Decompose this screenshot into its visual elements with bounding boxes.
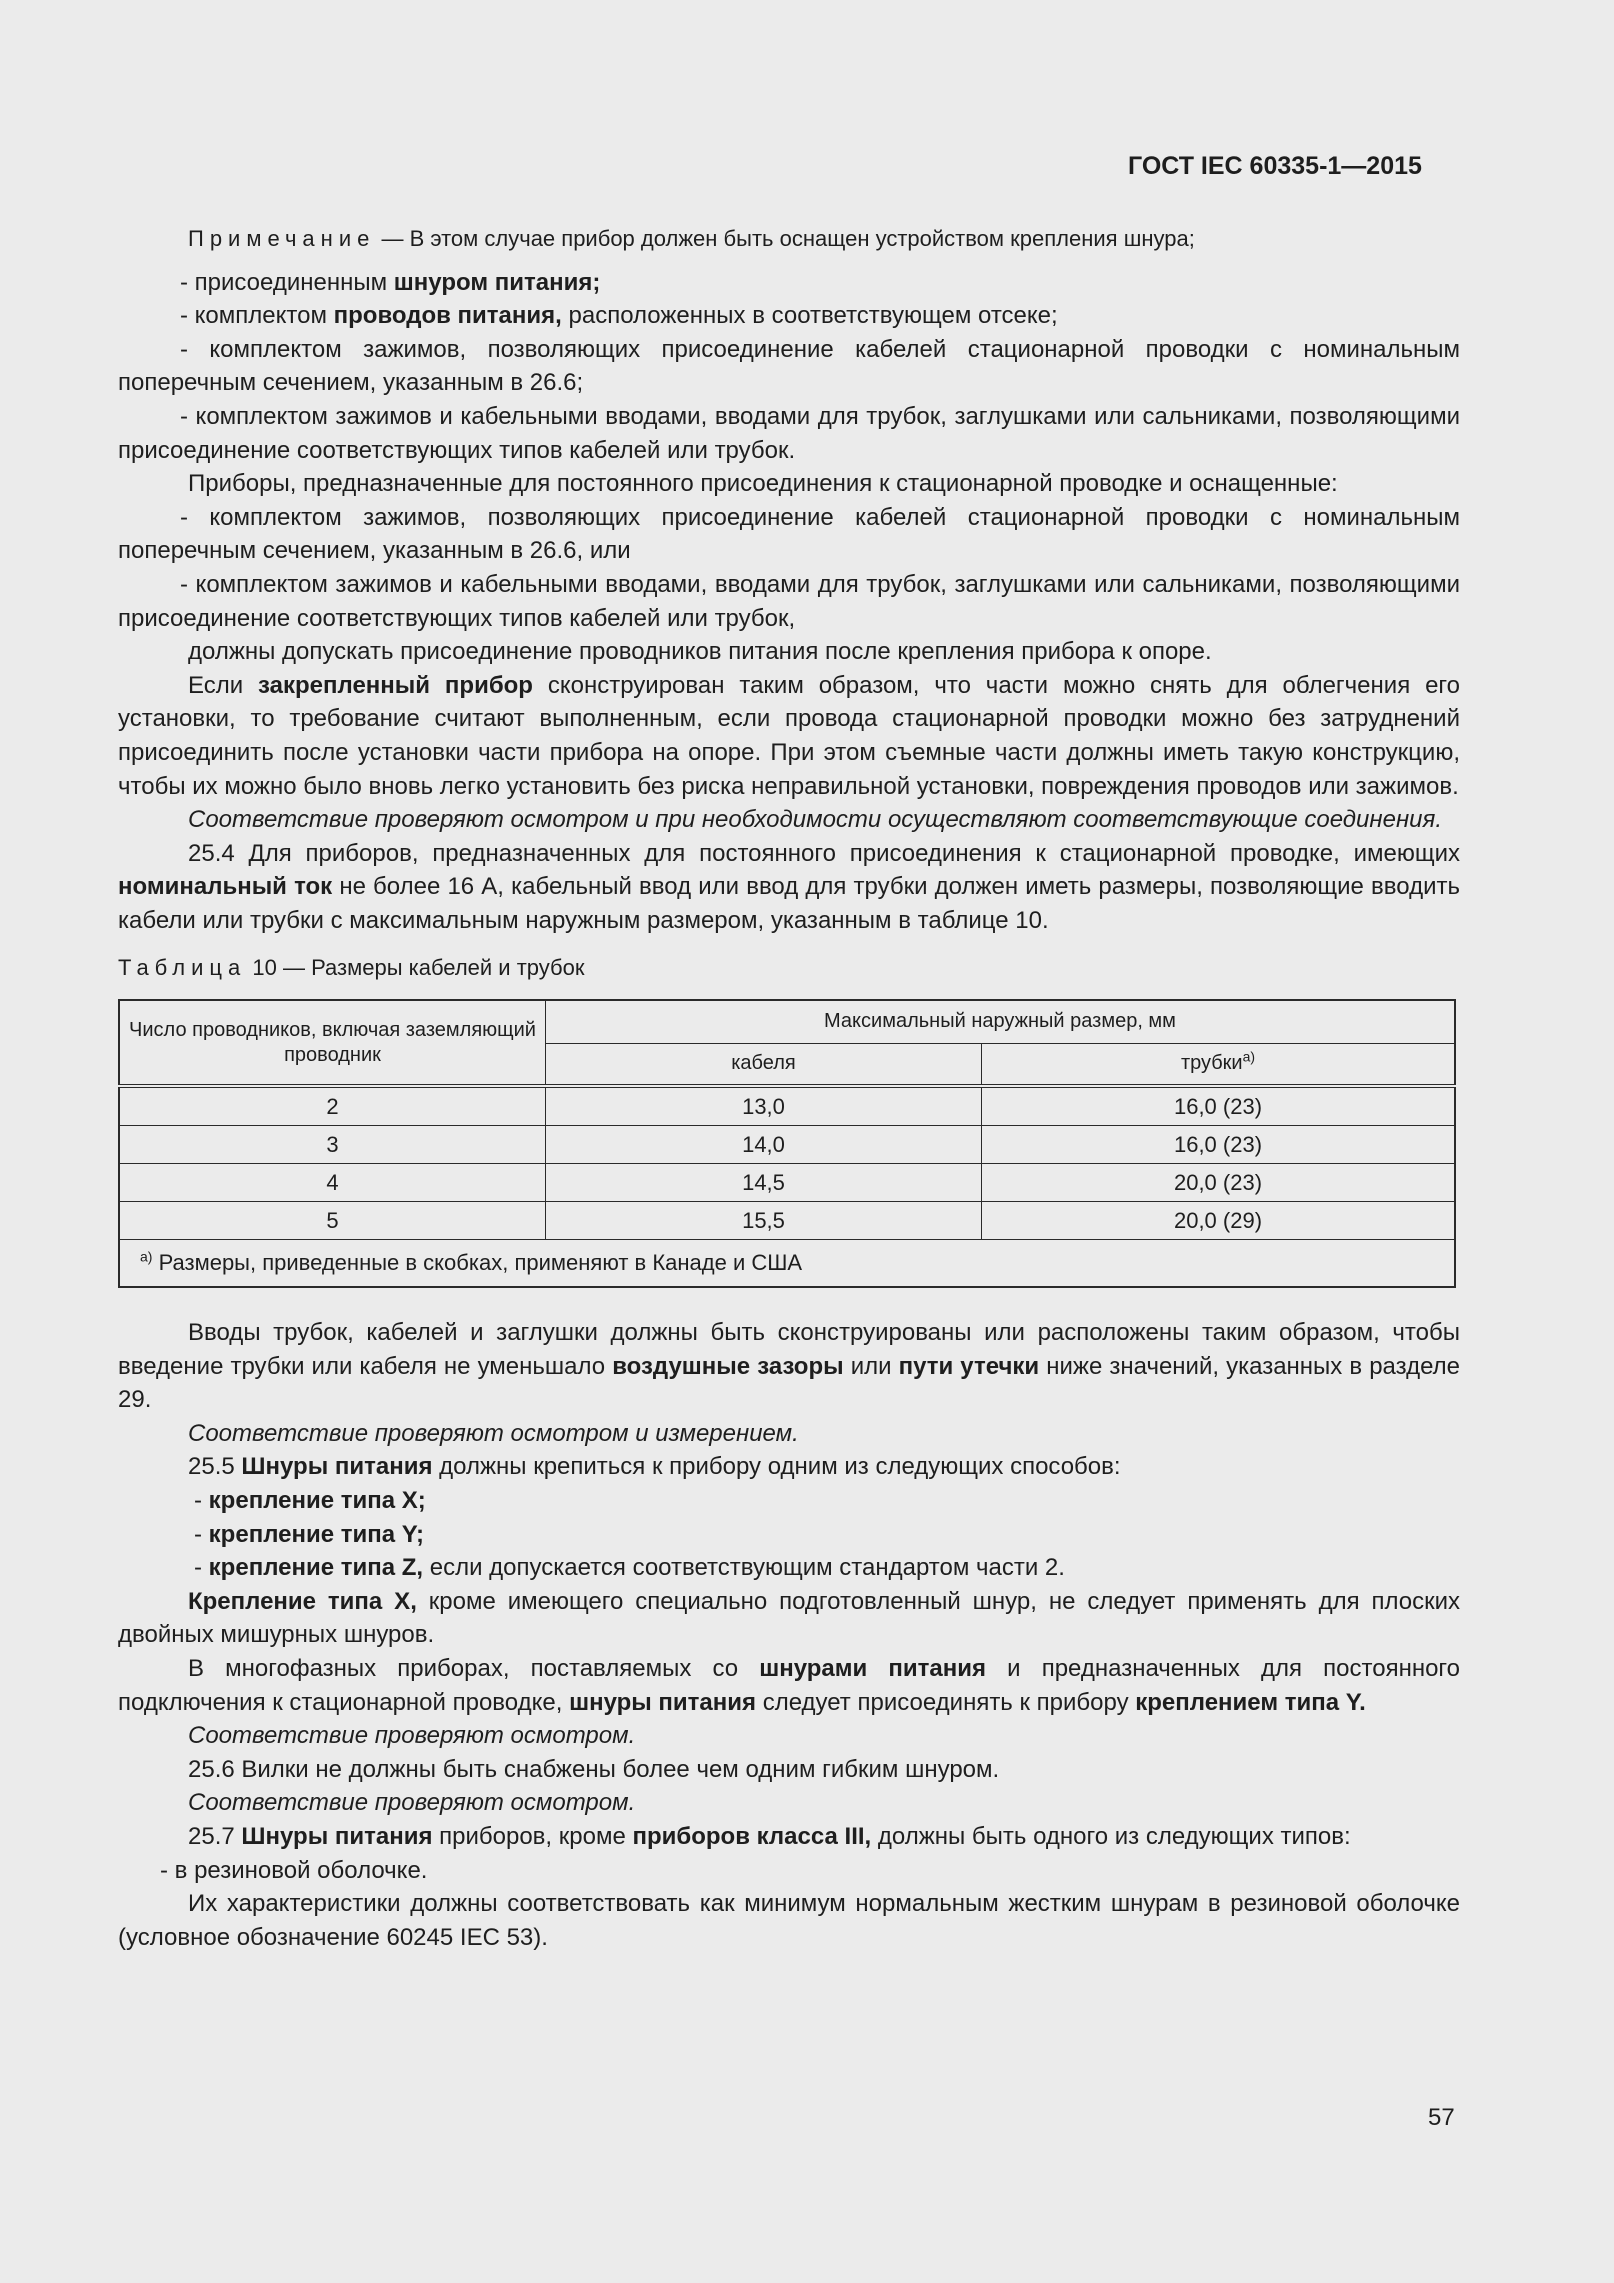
- paragraph: В многофазных приборах, поставляемых со шнурами питания и предназначенных для постоянного подключения к стационарной проводке, шнуры питания следует присоединять к прибору креплением типа Y.: [118, 1655, 1461, 1716]
- table-row: 3 14,0 16,0 (23): [119, 1126, 1455, 1164]
- list-item: - присоединенным шнуром питания;: [180, 268, 601, 296]
- clause-25-5: 25.5 Шнуры питания должны крепиться к прибору одним из следующих способов:: [188, 1453, 1121, 1481]
- clause-25-6: 25.6 Вилки не должны быть снабжены более чем одним гибким шнуром.: [188, 1755, 1000, 1783]
- document-header-title: ГОСТ IEC 60335-1—2015: [1128, 152, 1422, 180]
- compliance-paragraph: Соответствие проверяют осмотром и измерением.: [188, 1419, 799, 1447]
- paragraph: Их характеристики должны соответствовать как минимум нормальным жестким шнурам в резиновой оболочке (условное обозначение 60245 IEC 53).: [118, 1890, 1460, 1951]
- paragraph: Приборы, предназначенные для постоянного присоединения к стационарной проводке и оснащенные:: [188, 470, 1338, 498]
- list-item: - крепление типа Z, если допускается соответствующим стандартом части 2.: [194, 1554, 1065, 1582]
- list-item: - комплектом проводов питания, расположенных в соответствующем отсеке;: [180, 302, 1058, 330]
- paragraph: Крепление типа X, кроме имеющего специально подготовленный шнур, не следует применять для плоских двойных мишурных шнуров.: [118, 1587, 1460, 1649]
- compliance-paragraph: Соответствие проверяют осмотром.: [188, 1722, 636, 1750]
- list-item: - комплектом зажимов и кабельными вводами, вводами для трубок, заглушками или сальниками, позволяющими присоединение соответствующих типов кабелей или трубок.: [118, 402, 1460, 464]
- page-number: 57: [1428, 2104, 1455, 2131]
- table-row: 5 15,5 20,0 (29): [119, 1202, 1455, 1240]
- table-10: [118, 999, 1456, 1288]
- table-footnote: $^{a)}$ Размеры, приведенные в скобках, применяют в Канаде и США: [119, 1240, 1455, 1288]
- list-item: - комплектом зажимов, позволяющих присоединение кабелей стационарной проводки с номинальным поперечным сечением, указанным в 26.6, или: [118, 503, 1460, 565]
- column-header-tube: трубки$^{a)}$: [982, 1044, 1456, 1087]
- paragraph: Если закрепленный прибор сконструирован таким образом, что части можно снять для облегчения его установки, то требование считают выполненным, если провода стационарной проводки можно без затруднений присоединить после установки части прибора на опоре. При этом съемные части должны иметь такую конструкцию, чтобы их можно было вновь легко установить без риска неправильной установки, повреждения проводов или зажимов.: [118, 671, 1460, 800]
- list-item: - в резиновой оболочке.: [160, 1856, 428, 1884]
- table-row: 4 14,5 20,0 (23): [119, 1164, 1455, 1202]
- table-caption: Таблица 10 — Размеры кабелей и трубок: [118, 955, 585, 981]
- list-item: - крепление типа X;: [194, 1487, 426, 1515]
- compliance-paragraph: Соответствие проверяют осмотром.: [188, 1789, 636, 1817]
- document-body: [118, 222, 1460, 1954]
- list-item: - комплектом зажимов, позволяющих присоединение кабелей стационарной проводки с номинальным поперечным сечением, указанным в 26.6;: [118, 335, 1460, 397]
- list-item: - комплектом зажимов и кабельными вводами, вводами для трубок, заглушками или сальниками, позволяющими присоединение соответствующих типов кабелей или трубок,: [118, 570, 1460, 632]
- compliance-paragraph: Соответствие проверяют осмотром и при необходимости осуществляют соответствующие соединения.: [188, 806, 1442, 834]
- column-group-header: Максимальный наружный размер, мм: [546, 1000, 1456, 1044]
- clause-25-4: 25.4 Для приборов, предназначенных для постоянного присоединения к стационарной проводке, имеющих номинальный ток не более 16 А, кабельный ввод или ввод для трубки должен иметь размеры, позволяющие вводить кабели или трубки с максимальным наружным размером, указанным в таблице 10.: [118, 839, 1460, 934]
- paragraph: должны допускать присоединение проводников питания после крепления прибора к опоре.: [188, 638, 1212, 666]
- note-text: — В этом случае прибор должен быть оснащен устройством крепления шнура;: [375, 226, 1195, 251]
- column-header-cable: кабеля: [546, 1044, 982, 1087]
- paragraph: Вводы трубок, кабелей и заглушки должны быть сконструированы или расположены таким образом, чтобы введение трубки или кабеля не уменьшало воздушные зазоры или пути утечки ниже значений, указанных в разделе 29.: [118, 1319, 1461, 1414]
- note-paragraph: [118, 222, 1460, 256]
- table-row: 2 13,0 16,0 (23): [119, 1086, 1455, 1126]
- clause-25-7: 25.7 Шнуры питания приборов, кроме приборов класса III, должны быть одного из следующих типов:: [188, 1822, 1351, 1850]
- column-header-conductors: Число проводников, включая заземляющий проводник: [119, 1000, 546, 1086]
- note-label: Примечание: [188, 226, 376, 251]
- list-item: - крепление типа Y;: [194, 1520, 424, 1548]
